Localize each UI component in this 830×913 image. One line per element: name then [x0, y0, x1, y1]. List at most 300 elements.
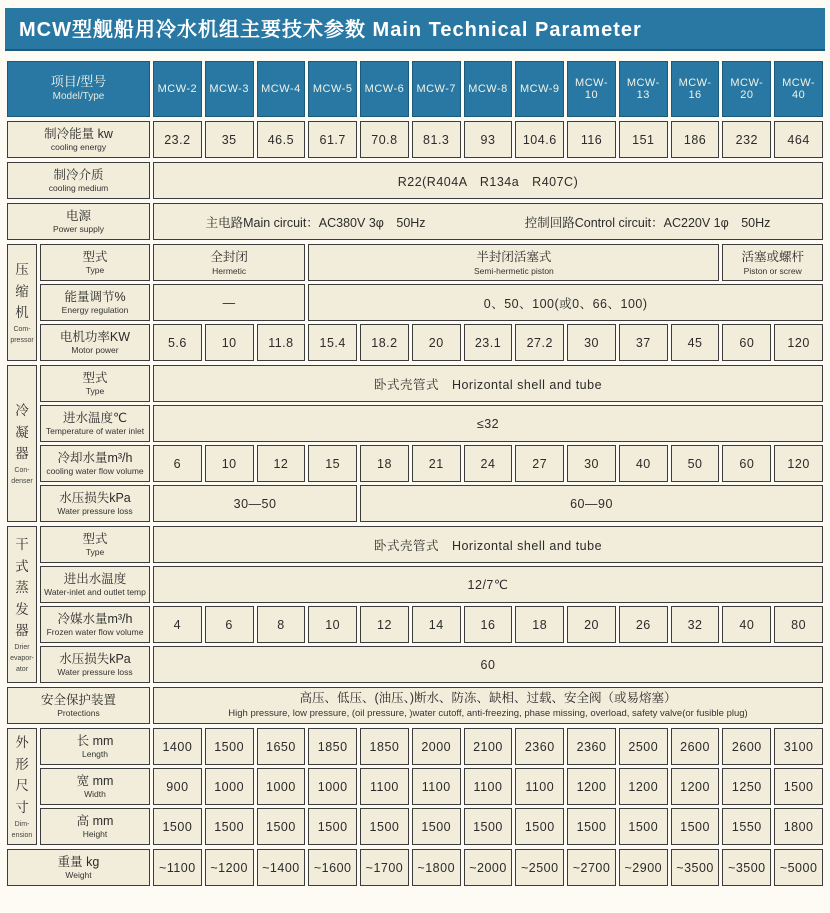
data-cell: [515, 324, 564, 361]
band-cooling-medium: [7, 162, 823, 199]
sidebar-zh-char: 凝: [15, 424, 29, 440]
row-label-zh: 型式: [82, 371, 108, 386]
row-label: [40, 526, 150, 563]
cell-value: 5.6: [167, 335, 187, 350]
sidebar-en-line: evapor-: [10, 654, 34, 662]
cell-value: 23.2: [164, 132, 191, 147]
data-cell: [774, 808, 823, 845]
cell-zh: 全封闭: [210, 249, 248, 264]
model-name: MCW-6: [364, 83, 405, 95]
cell-value: 30—50: [233, 496, 277, 511]
row-label: [40, 768, 150, 805]
data-cell: [308, 324, 357, 361]
data-cell: [464, 728, 513, 765]
cell-value: 900: [166, 779, 189, 794]
cell-value: 27: [532, 456, 548, 471]
data-cell: [153, 162, 823, 199]
data-cell: [515, 121, 564, 158]
row-label: [40, 606, 150, 643]
cell-value: 1200: [680, 779, 710, 794]
row-label-en: Water pressure loss: [57, 667, 133, 678]
data-cell: [205, 728, 254, 765]
data-cell: [308, 445, 357, 482]
cell-value: 186: [683, 132, 707, 147]
data-cell: [205, 445, 254, 482]
data-cell: [153, 606, 202, 643]
cell-value: 1500: [214, 819, 245, 834]
cell-value: ~1400: [262, 860, 300, 875]
data-cell: [308, 244, 719, 281]
sidebar-zh-char: 器: [15, 446, 29, 462]
data-cell: [464, 445, 513, 482]
row-label: [40, 646, 150, 683]
cell-value: 1100: [421, 779, 451, 794]
cell-en: Semi-hermetic piston: [473, 265, 554, 276]
section-sidebar-evaporator: [7, 526, 37, 683]
model-header-cell: [619, 61, 668, 117]
sidebar-en-line: pressor: [10, 336, 34, 344]
data-cell: [257, 121, 306, 158]
data-cell: [619, 324, 668, 361]
sidebar-zh-char: 冷: [15, 403, 29, 419]
cell-value: 8: [277, 617, 285, 632]
cell-value: 120: [787, 335, 810, 350]
data-cell: [412, 768, 461, 805]
cell-value: 26: [635, 617, 651, 632]
model-header-cell: [360, 61, 409, 117]
model-name: MCW-9: [519, 83, 560, 95]
sidebar-zh-char: 寸: [15, 799, 29, 815]
model-name: MCW-3: [209, 83, 249, 95]
row-label: [7, 687, 150, 724]
row-label-en: cooling water flow volume: [46, 466, 144, 477]
data-cell: [464, 808, 513, 845]
row-label: [40, 728, 150, 765]
sidebar-en-line: denser: [11, 477, 33, 485]
cell-value: 1500: [680, 819, 710, 834]
cell-value: 1200: [628, 779, 659, 794]
cell-en: Piston or screw: [743, 265, 802, 276]
model-name: MCW-16: [678, 77, 712, 101]
cell-value: 4: [173, 617, 182, 632]
data-cell: [774, 849, 823, 886]
band-cooling-energy: [7, 121, 823, 158]
row-label-zh: 冷媒水量m³/h: [57, 612, 133, 627]
data-cell: [205, 768, 254, 805]
cell-value: 46.5: [267, 132, 295, 147]
cell-value: 0、50、100(或0、66、100): [483, 296, 648, 311]
sidebar-zh-char: 蒸: [15, 580, 29, 596]
data-cell: [153, 203, 823, 240]
data-cell: [567, 606, 616, 643]
cell-value: 1200: [576, 779, 607, 794]
cell-value: 1500: [421, 819, 452, 834]
band-compressor: [7, 244, 823, 361]
row-label-zh: 安全保护装置: [40, 693, 116, 708]
row-label-en: Width: [84, 789, 106, 800]
data-cell: [567, 445, 616, 482]
sidebar-zh-char: 外: [15, 735, 29, 751]
row-label-zh: 水压损失kPa: [59, 652, 131, 667]
cell-value: 23.1: [474, 335, 502, 350]
data-cell: [671, 121, 720, 158]
cell-value: 1550: [731, 819, 762, 834]
model-header-cell: [308, 61, 357, 117]
row-label-en: Energy regulation: [61, 305, 129, 316]
cell-value: 27.2: [526, 335, 553, 350]
cell-value: ~1700: [365, 860, 404, 875]
data-cell: [257, 606, 306, 643]
row-label: [40, 244, 150, 281]
model-name: MCW-2: [157, 83, 198, 95]
row-label-zh: 型式: [82, 250, 108, 265]
model-header-cell: [464, 61, 513, 117]
data-cell: [308, 849, 357, 886]
row-label: [40, 566, 150, 603]
row-label: [7, 121, 150, 158]
cell-value: 1100: [473, 779, 503, 794]
data-cell: [153, 566, 823, 603]
row-label-en: Length: [82, 749, 108, 760]
model-name: MCW-4: [261, 83, 301, 95]
sidebar-en-line: Com-: [13, 325, 31, 333]
sidebar-en-line: ension: [11, 831, 33, 839]
data-cell: [412, 728, 461, 765]
band-power-supply: [7, 203, 823, 240]
cell-value: ~3500: [676, 860, 714, 875]
cell-value: —: [222, 295, 236, 310]
cell-value: 10: [325, 617, 341, 632]
row-label-en: Type: [85, 265, 105, 276]
data-cell: [515, 808, 564, 845]
row-label-zh: 制冷介质: [53, 168, 104, 183]
data-cell: [257, 849, 306, 886]
data-cell: [515, 445, 564, 482]
cell-value: ~5000: [779, 860, 818, 875]
cell-value: 40: [739, 617, 755, 632]
row-label-en: cooling energy: [50, 142, 107, 153]
cell-value: 1850: [369, 739, 400, 754]
data-cell: [257, 768, 306, 805]
row-label-zh: 水压损失kPa: [59, 491, 131, 506]
cell-value: 16: [480, 617, 496, 632]
cell-value: 18: [377, 456, 392, 471]
data-cell: [153, 646, 823, 683]
cell-value: ~1100: [159, 860, 196, 875]
data-cell: [360, 768, 409, 805]
row-label-en: Temperature of water inlet: [45, 426, 145, 437]
data-cell: [722, 324, 771, 361]
cell-value: 1800: [783, 819, 814, 834]
row-label-zh: 型式: [82, 532, 108, 547]
cell-value: ~1600: [313, 860, 352, 875]
cell-value: ~3500: [728, 860, 766, 875]
row-label-zh: 重量 kg: [57, 855, 100, 870]
cell-value: 20: [584, 617, 599, 632]
data-cell: [205, 808, 254, 845]
section-sidebar-dimension: [7, 728, 37, 845]
row-label-zh: 能量调节%: [64, 290, 126, 305]
data-cell: [257, 324, 306, 361]
cell-value: 1500: [576, 819, 607, 834]
data-cell: [257, 445, 306, 482]
data-cell: [619, 849, 668, 886]
data-cell: [464, 121, 513, 158]
data-cell: [153, 324, 202, 361]
header-band: [7, 61, 823, 117]
model-header-cell: [412, 61, 461, 117]
data-cell: [412, 445, 461, 482]
sidebar-en-line: ator: [15, 665, 29, 673]
row-label-en: Power supply: [52, 224, 105, 235]
row-label-en: Water-inlet and outlet temp: [44, 587, 146, 598]
row-label-en: Water pressure loss: [57, 506, 133, 517]
cell-zh: 高压、低压、(油压、)断水、防冻、缺相、过载、安全阀（或易熔塞）: [299, 691, 677, 706]
data-cell: [153, 526, 823, 563]
data-cell: [360, 849, 409, 886]
cell-value: 464: [787, 132, 810, 147]
cell-value: 1000: [214, 779, 245, 794]
cell-value: 120: [787, 456, 810, 471]
cell-value: ~1200: [210, 860, 248, 875]
cell-value: 61.7: [319, 132, 346, 147]
cell-value: ~2700: [572, 860, 611, 875]
data-cell: [360, 324, 409, 361]
row-label-en: Frozen water flow volume: [46, 627, 144, 638]
data-cell: [464, 768, 513, 805]
data-cell: [412, 121, 461, 158]
cell-text-part: 控制回路Control circuit：AC220V 1φ 50Hz: [524, 215, 771, 230]
row-label-zh: 进水温度℃: [62, 411, 128, 426]
cell-value: 15.4: [319, 335, 346, 350]
page-title: MCW型舰船用冷水机组主要技术参数 Main Technical Parameter: [5, 8, 825, 51]
row-label-en: Motor power: [71, 345, 119, 356]
data-cell: [153, 121, 202, 158]
cell-value: 1000: [266, 779, 296, 794]
cell-value: 80: [791, 617, 807, 632]
sidebar-zh-char: 器: [15, 623, 29, 639]
data-cell: [567, 768, 616, 805]
cell-value: 1250: [731, 779, 762, 794]
data-cell: [412, 324, 461, 361]
cell-value: 12: [273, 456, 289, 471]
cell-zh: 活塞或螺杆: [741, 249, 804, 264]
sidebar-zh-char: 发: [15, 601, 29, 617]
model-header-cell: [205, 61, 254, 117]
sidebar-zh-char: 尺: [15, 778, 29, 794]
row-label-zh: 宽 mm: [76, 774, 114, 789]
data-cell: [774, 606, 823, 643]
row-label-en: Protections: [57, 708, 100, 719]
cell-value: 2100: [473, 739, 503, 754]
cell-value: ≤32: [476, 416, 500, 431]
cell-zh: 半封闭活塞式: [476, 249, 552, 264]
cell-value: 1500: [214, 739, 245, 754]
row-label-zh: 制冷能量 kw: [44, 127, 113, 142]
data-cell: [515, 768, 564, 805]
cell-value: 12: [377, 617, 392, 632]
row-label: [7, 203, 150, 240]
cell-value: 50: [687, 456, 703, 471]
model-header-cell: [567, 61, 616, 117]
row-label-zh: 高 mm: [76, 814, 114, 829]
sidebar-zh-char: 压: [15, 262, 29, 278]
row-label-en: cooling medium: [48, 183, 109, 194]
data-cell: [722, 808, 771, 845]
data-cell: [153, 849, 202, 886]
data-cell: [619, 768, 668, 805]
cell-value: 3100: [783, 739, 814, 754]
cell-value: ~2900: [624, 860, 663, 875]
cell-value: ~1800: [417, 860, 456, 875]
data-cell: [722, 606, 771, 643]
cell-value: 60: [739, 456, 755, 471]
cell-value: 81.3: [423, 132, 450, 147]
data-cell: [671, 445, 720, 482]
cell-value: 45: [687, 335, 703, 350]
data-cell: [412, 849, 461, 886]
data-cell: [619, 445, 668, 482]
data-cell: [722, 244, 823, 281]
data-cell: [671, 808, 720, 845]
data-cell: [722, 728, 771, 765]
cell-value: 60—90: [570, 496, 613, 511]
data-cell: [412, 606, 461, 643]
sidebar-zh-char: 干: [15, 536, 29, 552]
cell-value: 2500: [628, 739, 659, 754]
cell-value: 24: [480, 456, 496, 471]
data-cell: [567, 324, 616, 361]
header-label-cell: [7, 61, 150, 117]
sidebar-zh-char: 式: [15, 558, 29, 574]
data-cell: [464, 324, 513, 361]
cell-value: 1400: [162, 739, 193, 754]
sidebar-en-line: Con-: [14, 466, 30, 474]
data-cell: [360, 808, 409, 845]
cell-value: 60: [480, 657, 496, 672]
cell-value: 1500: [783, 779, 814, 794]
data-cell: [464, 606, 513, 643]
data-cell: [360, 485, 823, 522]
header-label-en: Model/Type: [52, 91, 105, 103]
data-cell: [153, 485, 357, 522]
cell-value: 14: [428, 617, 444, 632]
data-cell: [153, 365, 823, 402]
cell-value: 151: [632, 132, 655, 147]
data-cell: [153, 808, 202, 845]
cell-value: 40: [635, 456, 651, 471]
data-cell: [153, 284, 305, 321]
cell-value: 20: [428, 335, 444, 350]
cell-value: 37: [635, 335, 651, 350]
data-cell: [619, 808, 668, 845]
band-weight: [7, 849, 823, 886]
data-cell: [722, 849, 771, 886]
cell-value: 1650: [266, 739, 296, 754]
row-label: [7, 162, 150, 199]
cell-value: 6: [225, 617, 233, 632]
model-name: MCW-40: [782, 77, 816, 101]
data-cell: [567, 849, 616, 886]
row-label: [40, 365, 150, 402]
cell-value: 1500: [369, 819, 400, 834]
data-cell: [567, 728, 616, 765]
data-cell: [360, 445, 409, 482]
row-label-zh: 进出水温度: [63, 572, 127, 587]
cell-value: 1500: [266, 819, 296, 834]
data-cell: [774, 121, 823, 158]
data-cell: [153, 728, 202, 765]
model-header-cell: [671, 61, 720, 117]
data-cell: [360, 121, 409, 158]
sidebar-en-line: Dim-: [14, 820, 30, 828]
cell-value: 1500: [162, 819, 193, 834]
data-cell: [205, 606, 254, 643]
cell-value: 2600: [731, 739, 762, 754]
data-cell: [774, 728, 823, 765]
section-sidebar-condenser: [7, 365, 37, 522]
cell-value: 116: [580, 132, 603, 147]
cell-value: 2360: [524, 739, 555, 754]
cell-value: 1500: [628, 819, 659, 834]
row-label-zh: 冷却水量m³/h: [57, 451, 133, 466]
cell-value: 10: [221, 456, 237, 471]
model-name: MCW-13: [626, 77, 660, 101]
sidebar-zh-char: 缩: [15, 283, 29, 299]
data-cell: [153, 768, 202, 805]
cell-en-long: High pressure, low pressure, (oil pressure, )water cutoff, anti-freezing, phase missing, overload, safety valve(or fusible plug): [228, 708, 748, 720]
row-label: [40, 324, 150, 361]
row-label: [7, 849, 150, 886]
cell-value: ~2000: [469, 860, 507, 875]
cell-value: 1000: [317, 779, 348, 794]
data-cell: [774, 324, 823, 361]
row-label-en: Type: [85, 386, 105, 397]
data-cell: [671, 324, 720, 361]
cell-value: 1500: [524, 819, 555, 834]
cell-value: 12/7℃: [467, 578, 509, 592]
cell-value: 30: [584, 456, 599, 471]
cell-value: 104.6: [522, 132, 557, 147]
cell-value: 1100: [525, 779, 555, 794]
model-name: MCW-8: [468, 83, 508, 95]
band-protections: [7, 687, 823, 724]
data-cell: [153, 244, 305, 281]
cell-value: 30: [584, 335, 599, 350]
band-evaporator: [7, 526, 823, 683]
cell-value: 1100: [370, 779, 399, 794]
data-cell: [722, 445, 771, 482]
cell-value: 10: [221, 335, 237, 350]
model-name: MCW-5: [312, 83, 353, 95]
data-cell: [308, 121, 357, 158]
data-cell: [153, 445, 202, 482]
data-cell: [308, 808, 357, 845]
data-cell: [567, 121, 616, 158]
data-cell: [774, 768, 823, 805]
cell-value: 35: [221, 132, 237, 147]
cell-value: 6: [173, 456, 182, 471]
cell-value: R22(R404A R134a R407C): [397, 174, 579, 189]
data-cell: [257, 808, 306, 845]
sidebar-zh-char: 形: [15, 756, 29, 772]
data-cell: [308, 606, 357, 643]
cell-value: 1850: [317, 739, 348, 754]
cell-value: 93: [480, 132, 496, 147]
data-cell: [205, 121, 254, 158]
cell-value: 232: [735, 132, 759, 147]
data-cell: [567, 808, 616, 845]
